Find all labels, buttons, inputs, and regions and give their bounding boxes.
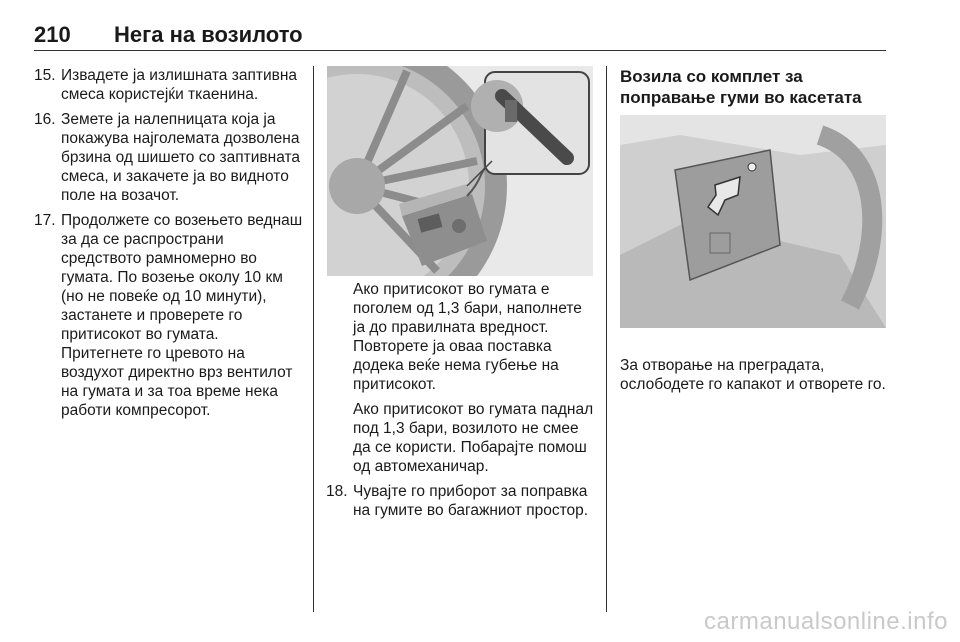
step-text: Продолжете со возењето веднаш за да се распространи средството рамномерно во гумата. По возење околу 10 км (но не повеќе од 10 минути), застанете и проверете го притисокот во гумата. Притегнете го цревото на воздухот директно врз вентилот на гумата и за тоа време нека работи компресорот. — [61, 212, 303, 419]
paragraph-pressure-low: Ако притисокот во гумата паднал под 1,3 бари, возилото не смее да се користи. Побарајте помош од автомеханичар. — [353, 401, 594, 475]
step-number: 16. — [34, 111, 56, 128]
header-rule — [34, 50, 886, 51]
column-divider-2 — [606, 66, 607, 612]
column-right — [620, 66, 890, 118]
column-divider-1 — [313, 66, 314, 612]
step-number: 15. — [34, 67, 56, 84]
step-text: Извадете ја излишната заптивна смеса користејќи ткаенина. — [61, 67, 298, 103]
page-number: 210 — [34, 22, 71, 47]
page-header — [34, 22, 886, 52]
chapter-title: Нега на возилото — [114, 22, 303, 47]
section-heading: Возила со комплет за поправање гуми во касетата — [620, 67, 862, 107]
instruction-text: За отворање на преградата, ослободете го капакот и отворете го. — [620, 356, 886, 393]
open-instruction — [620, 340, 890, 409]
step-17 — [34, 211, 304, 420]
column-left — [34, 66, 304, 426]
step-15 — [34, 66, 304, 104]
step-text: Земете ја налепницата која ја покажува најголемата дозволена брзина од шишето со заптивната смеса, и закачете ја во видното поле на возачот. — [61, 111, 301, 204]
trunk-cassette-illustration — [620, 115, 886, 328]
step-number: 18. — [326, 483, 348, 500]
paragraph-pressure-ok: Ако притисокот во гумата е поголем од 1,3 бари, наполнете ја до правилната вредност. Повторете ја оваа поставка додека веќе нема губење на притисокот. — [353, 281, 582, 393]
watermark: carmanualsonline.info — [704, 608, 948, 635]
step-number: 17. — [34, 212, 56, 229]
column-middle — [326, 280, 596, 526]
step-text: Чувајте го приборот за поправка на гумите во багажниот простор. — [353, 483, 589, 519]
compressor-illustration — [327, 66, 593, 276]
step-18 — [326, 482, 596, 520]
step-16 — [34, 110, 304, 205]
